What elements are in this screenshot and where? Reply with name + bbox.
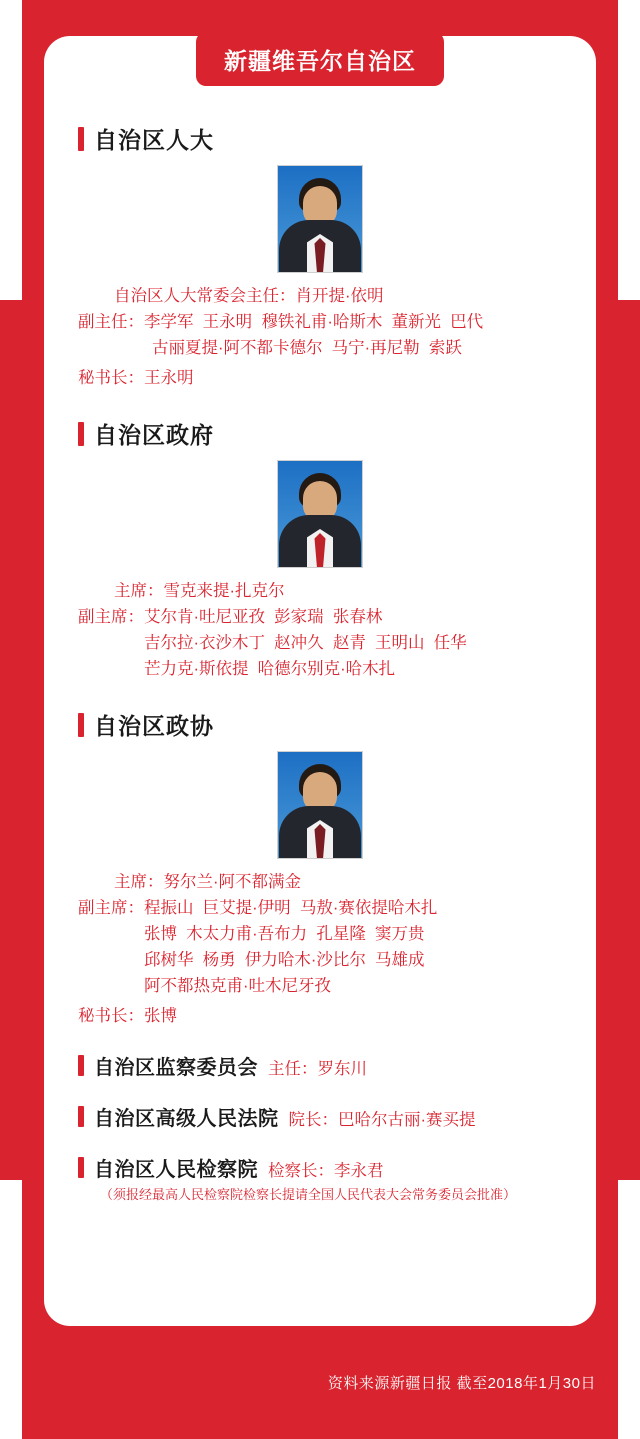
page-title: 新疆维吾尔自治区 (224, 47, 416, 74)
corner-notch-bottom-right (618, 1180, 640, 1439)
corner-notch-top-right (618, 0, 640, 300)
section-header (78, 122, 562, 155)
text-line: 秘书长：张博 (78, 1007, 177, 1025)
text-line: 副主任：李学军 王永明 穆铁礼甫·哈斯木 董新光 巴代 (78, 313, 484, 331)
mini-value: 检察长：李永君 (268, 1162, 384, 1180)
portrait-container (78, 460, 562, 568)
mini-value: 院长：巴哈尔古丽·赛买提 (288, 1111, 476, 1129)
text-line: 邱树华 杨勇 伊力哈木·沙比尔 马雄成 (144, 951, 425, 969)
mini-title: 自治区监察委员会 (94, 1057, 258, 1079)
row-gaojirenminfayuan (78, 1102, 562, 1131)
portrait-container (78, 751, 562, 859)
section-bar-icon (78, 1106, 84, 1127)
mini-value: 主任：罗东川 (268, 1060, 367, 1078)
section-bar-icon (78, 713, 84, 737)
text-line: 副主席：程振山 巨艾提·伊明 马敖·赛依提哈木扎 (78, 899, 438, 917)
section-zhengxie (78, 708, 562, 1029)
section-title: 自治区政府 (94, 422, 214, 448)
text-line: 古丽夏提·阿不都卡德尔 马宁·再尼勒 索跃 (152, 339, 462, 357)
mini-title: 自治区高级人民法院 (94, 1108, 279, 1130)
portrait-container (78, 165, 562, 273)
portrait-photo-zhengxie (277, 751, 363, 859)
text-line: 张博 木太力甫·吾布力 孔星隆 窦万贵 (144, 925, 425, 943)
title-banner (196, 32, 444, 86)
text-line: 主席：努尔兰·阿不都满金 (114, 873, 301, 891)
text-line: 主席：雪克来提·扎克尔 (114, 582, 285, 600)
content-area (44, 96, 596, 1203)
text-line: 秘书长：王永明 (78, 369, 194, 387)
section-bar-icon (78, 1157, 84, 1178)
section-zhengfu (78, 417, 562, 682)
footnote: （须报经最高人民检察院检察长提请全国人民代表大会常务委员会批准） (100, 1187, 517, 1202)
mini-title: 自治区人民检察院 (94, 1159, 258, 1181)
section-bar-icon (78, 1055, 84, 1076)
section-title: 自治区政协 (94, 713, 214, 739)
section-header (78, 708, 562, 741)
section-bar-icon (78, 422, 84, 446)
source-footer: 资料来源新疆日报 截至2018年1月30日 (327, 1375, 596, 1392)
text-line: 自治区人大常委会主任：肖开提·依明 (114, 287, 384, 305)
text-line: 吉尔拉·衣沙木丁 赵冲久 赵青 王明山 任华 (144, 634, 467, 652)
corner-notch-top-left (0, 0, 22, 300)
portrait-photo-zhengfu (277, 460, 363, 568)
section-bar-icon (78, 127, 84, 151)
section-renda (78, 122, 562, 391)
text-line: 阿不都热克甫·吐木尼牙孜 (144, 977, 331, 995)
corner-notch-bottom-left (0, 1180, 22, 1439)
row-jianchaweiyuanhui (78, 1051, 562, 1080)
section-title: 自治区人大 (94, 127, 214, 153)
text-line: 芒力克·斯依提 哈德尔别克·哈木扎 (144, 660, 396, 678)
section-header (78, 417, 562, 450)
row-renminjianchayuan (78, 1153, 562, 1182)
portrait-photo-renda (277, 165, 363, 273)
text-line: 副主席：艾尔肯·吐尼亚孜 彭家瑞 张春林 (78, 608, 383, 626)
